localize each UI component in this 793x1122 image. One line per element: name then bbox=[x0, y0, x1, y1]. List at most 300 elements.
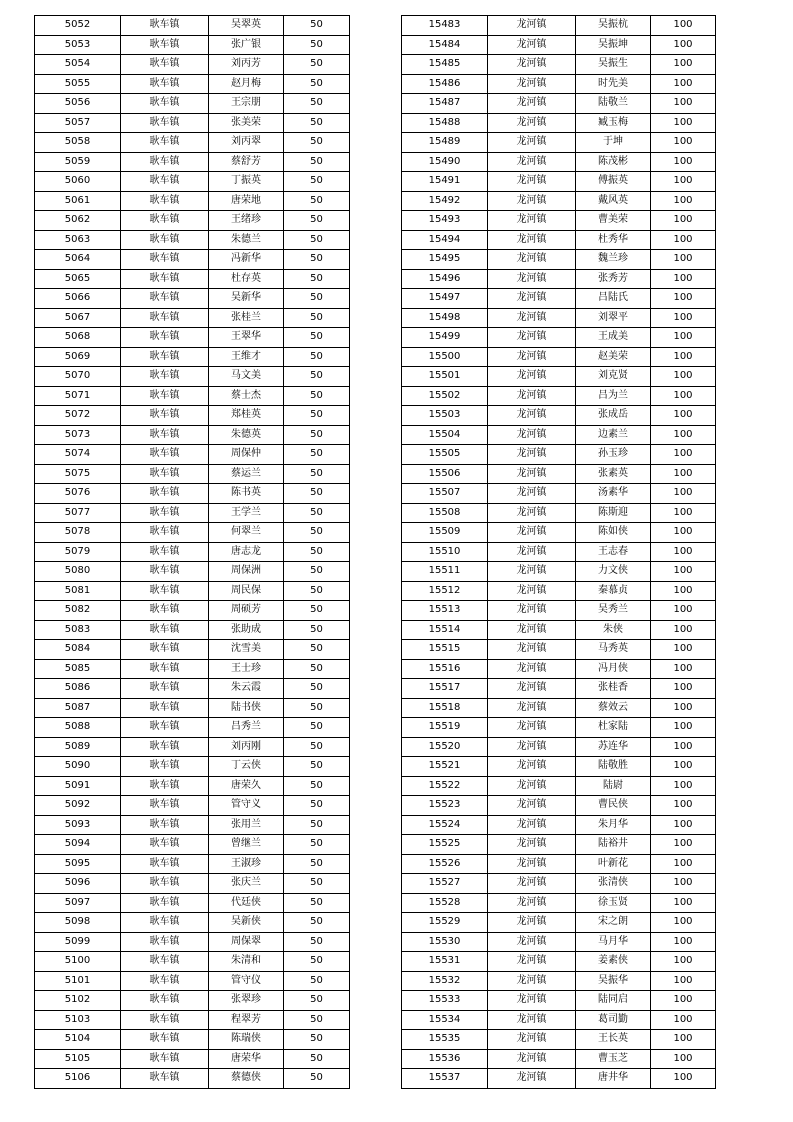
amount-cell: 50 bbox=[284, 94, 350, 114]
amount-cell: 100 bbox=[651, 55, 716, 75]
table-row bbox=[35, 406, 350, 426]
table-row bbox=[35, 542, 350, 562]
name-cell: 张素英 bbox=[576, 464, 651, 484]
amount-cell: 50 bbox=[284, 152, 350, 172]
name-cell: 张用兰 bbox=[209, 815, 284, 835]
name-cell: 张庆兰 bbox=[209, 874, 284, 894]
table-row bbox=[402, 172, 716, 192]
name-cell: 曾继兰 bbox=[209, 835, 284, 855]
amount-cell: 50 bbox=[284, 737, 350, 757]
name-cell: 周保仲 bbox=[209, 445, 284, 465]
amount-cell: 100 bbox=[651, 484, 716, 504]
town-cell: 龙河镇 bbox=[488, 347, 576, 367]
town-cell: 耿车镇 bbox=[121, 932, 209, 952]
town-cell: 龙河镇 bbox=[488, 289, 576, 309]
town-cell: 龙河镇 bbox=[488, 55, 576, 75]
row-number-cell: 5082 bbox=[35, 601, 121, 621]
amount-cell: 100 bbox=[651, 835, 716, 855]
row-number-cell: 5077 bbox=[35, 503, 121, 523]
town-cell: 耿车镇 bbox=[121, 620, 209, 640]
name-cell: 吕为兰 bbox=[576, 386, 651, 406]
town-cell: 龙河镇 bbox=[488, 893, 576, 913]
table-row bbox=[402, 913, 716, 933]
table-row bbox=[402, 113, 716, 133]
table-row bbox=[402, 328, 716, 348]
name-cell: 杜存英 bbox=[209, 269, 284, 289]
town-cell: 龙河镇 bbox=[488, 133, 576, 153]
name-cell: 张成岳 bbox=[576, 406, 651, 426]
amount-cell: 50 bbox=[284, 367, 350, 387]
row-number-cell: 15496 bbox=[402, 269, 488, 289]
amount-cell: 50 bbox=[284, 835, 350, 855]
name-cell: 杜家陆 bbox=[576, 718, 651, 738]
table-row bbox=[402, 152, 716, 172]
name-cell: 吴振华 bbox=[576, 971, 651, 991]
town-cell: 龙河镇 bbox=[488, 211, 576, 231]
town-cell: 龙河镇 bbox=[488, 1030, 576, 1050]
table-row bbox=[402, 133, 716, 153]
name-cell: 陆裕井 bbox=[576, 835, 651, 855]
table-row bbox=[402, 562, 716, 582]
town-cell: 耿车镇 bbox=[121, 815, 209, 835]
name-cell: 管守仪 bbox=[209, 971, 284, 991]
table-row bbox=[402, 835, 716, 855]
amount-cell: 50 bbox=[284, 386, 350, 406]
name-cell: 秦慕贞 bbox=[576, 581, 651, 601]
name-cell: 冯月侠 bbox=[576, 659, 651, 679]
amount-cell: 50 bbox=[284, 172, 350, 192]
row-number-cell: 5065 bbox=[35, 269, 121, 289]
name-cell: 吴振杭 bbox=[576, 16, 651, 36]
table-row bbox=[35, 172, 350, 192]
row-number-cell: 15486 bbox=[402, 74, 488, 94]
town-cell: 龙河镇 bbox=[488, 16, 576, 36]
table-row bbox=[35, 991, 350, 1011]
table-row bbox=[35, 250, 350, 270]
amount-cell: 100 bbox=[651, 854, 716, 874]
town-cell: 龙河镇 bbox=[488, 113, 576, 133]
table-row bbox=[35, 620, 350, 640]
row-number-cell: 5100 bbox=[35, 952, 121, 972]
row-number-cell: 15535 bbox=[402, 1030, 488, 1050]
amount-cell: 100 bbox=[651, 191, 716, 211]
row-number-cell: 5068 bbox=[35, 328, 121, 348]
table-row bbox=[402, 679, 716, 699]
name-cell: 力文侠 bbox=[576, 562, 651, 582]
name-cell: 马秀英 bbox=[576, 640, 651, 660]
amount-cell: 100 bbox=[651, 269, 716, 289]
row-number-cell: 5081 bbox=[35, 581, 121, 601]
row-number-cell: 15505 bbox=[402, 445, 488, 465]
town-cell: 龙河镇 bbox=[488, 835, 576, 855]
name-cell: 边素兰 bbox=[576, 425, 651, 445]
table-row bbox=[402, 55, 716, 75]
town-cell: 龙河镇 bbox=[488, 425, 576, 445]
row-number-cell: 15537 bbox=[402, 1069, 488, 1089]
table-row bbox=[35, 737, 350, 757]
table-row bbox=[402, 952, 716, 972]
amount-cell: 100 bbox=[651, 250, 716, 270]
row-number-cell: 15487 bbox=[402, 94, 488, 114]
row-number-cell: 5098 bbox=[35, 913, 121, 933]
row-number-cell: 5101 bbox=[35, 971, 121, 991]
name-cell: 马文美 bbox=[209, 367, 284, 387]
town-cell: 耿车镇 bbox=[121, 913, 209, 933]
row-number-cell: 15532 bbox=[402, 971, 488, 991]
table-row bbox=[402, 1049, 716, 1069]
amount-cell: 100 bbox=[651, 562, 716, 582]
amount-cell: 50 bbox=[284, 289, 350, 309]
town-cell: 耿车镇 bbox=[121, 737, 209, 757]
town-cell: 龙河镇 bbox=[488, 952, 576, 972]
table-row bbox=[35, 679, 350, 699]
town-cell: 龙河镇 bbox=[488, 464, 576, 484]
town-cell: 耿车镇 bbox=[121, 971, 209, 991]
row-number-cell: 15512 bbox=[402, 581, 488, 601]
name-cell: 王绪珍 bbox=[209, 211, 284, 231]
town-cell: 龙河镇 bbox=[488, 503, 576, 523]
row-number-cell: 5053 bbox=[35, 35, 121, 55]
table-row bbox=[35, 269, 350, 289]
name-cell: 张清侠 bbox=[576, 874, 651, 894]
town-cell: 龙河镇 bbox=[488, 191, 576, 211]
row-number-cell: 15511 bbox=[402, 562, 488, 582]
row-number-cell: 15488 bbox=[402, 113, 488, 133]
amount-cell: 50 bbox=[284, 1049, 350, 1069]
town-cell: 龙河镇 bbox=[488, 932, 576, 952]
name-cell: 蔡士杰 bbox=[209, 386, 284, 406]
amount-cell: 50 bbox=[284, 406, 350, 426]
table-row bbox=[402, 250, 716, 270]
name-cell: 于坤 bbox=[576, 133, 651, 153]
amount-cell: 100 bbox=[651, 152, 716, 172]
name-cell: 臧玉梅 bbox=[576, 113, 651, 133]
town-cell: 耿车镇 bbox=[121, 230, 209, 250]
town-cell: 耿车镇 bbox=[121, 1049, 209, 1069]
table-row bbox=[35, 523, 350, 543]
row-number-cell: 5097 bbox=[35, 893, 121, 913]
name-cell: 周硕芳 bbox=[209, 601, 284, 621]
name-cell: 唐荣地 bbox=[209, 191, 284, 211]
town-cell: 耿车镇 bbox=[121, 640, 209, 660]
table-row bbox=[35, 796, 350, 816]
table-row bbox=[402, 932, 716, 952]
row-number-cell: 15510 bbox=[402, 542, 488, 562]
table-row bbox=[402, 406, 716, 426]
row-number-cell: 5078 bbox=[35, 523, 121, 543]
town-cell: 龙河镇 bbox=[488, 1010, 576, 1030]
amount-cell: 50 bbox=[284, 581, 350, 601]
town-cell: 耿车镇 bbox=[121, 425, 209, 445]
table-row bbox=[402, 484, 716, 504]
name-cell: 朱月华 bbox=[576, 815, 651, 835]
town-cell: 耿车镇 bbox=[121, 776, 209, 796]
amount-cell: 50 bbox=[284, 796, 350, 816]
table-row bbox=[35, 308, 350, 328]
name-cell: 刘丙刚 bbox=[209, 737, 284, 757]
row-number-cell: 5105 bbox=[35, 1049, 121, 1069]
amount-cell: 50 bbox=[284, 815, 350, 835]
table-row bbox=[35, 932, 350, 952]
name-cell: 唐荣华 bbox=[209, 1049, 284, 1069]
left-table-body bbox=[35, 16, 350, 1089]
town-cell: 龙河镇 bbox=[488, 1069, 576, 1089]
name-cell: 陆敬胜 bbox=[576, 757, 651, 777]
amount-cell: 50 bbox=[284, 1010, 350, 1030]
town-cell: 龙河镇 bbox=[488, 74, 576, 94]
name-cell: 陈如侠 bbox=[576, 523, 651, 543]
amount-cell: 50 bbox=[284, 191, 350, 211]
town-cell: 龙河镇 bbox=[488, 328, 576, 348]
town-cell: 耿车镇 bbox=[121, 250, 209, 270]
row-number-cell: 15493 bbox=[402, 211, 488, 231]
name-cell: 吴新侠 bbox=[209, 913, 284, 933]
amount-cell: 50 bbox=[284, 698, 350, 718]
amount-cell: 50 bbox=[284, 503, 350, 523]
name-cell: 王翠华 bbox=[209, 328, 284, 348]
table-row bbox=[402, 464, 716, 484]
name-cell: 赵月梅 bbox=[209, 74, 284, 94]
table-row bbox=[402, 542, 716, 562]
amount-cell: 100 bbox=[651, 542, 716, 562]
row-number-cell: 15536 bbox=[402, 1049, 488, 1069]
table-row bbox=[402, 35, 716, 55]
name-cell: 吴新华 bbox=[209, 289, 284, 309]
table-row bbox=[35, 230, 350, 250]
table-row bbox=[402, 347, 716, 367]
town-cell: 耿车镇 bbox=[121, 94, 209, 114]
table-row bbox=[35, 893, 350, 913]
table-row bbox=[402, 601, 716, 621]
amount-cell: 100 bbox=[651, 815, 716, 835]
name-cell: 吴振生 bbox=[576, 55, 651, 75]
amount-cell: 50 bbox=[284, 776, 350, 796]
town-cell: 耿车镇 bbox=[121, 659, 209, 679]
table-row bbox=[402, 16, 716, 36]
row-number-cell: 15483 bbox=[402, 16, 488, 36]
table-row bbox=[35, 191, 350, 211]
amount-cell: 100 bbox=[651, 289, 716, 309]
town-cell: 耿车镇 bbox=[121, 55, 209, 75]
amount-cell: 50 bbox=[284, 640, 350, 660]
town-cell: 龙河镇 bbox=[488, 971, 576, 991]
name-cell: 管守义 bbox=[209, 796, 284, 816]
amount-cell: 50 bbox=[284, 932, 350, 952]
row-number-cell: 15485 bbox=[402, 55, 488, 75]
town-cell: 龙河镇 bbox=[488, 562, 576, 582]
row-number-cell: 15506 bbox=[402, 464, 488, 484]
amount-cell: 100 bbox=[651, 698, 716, 718]
name-cell: 葛司勤 bbox=[576, 1010, 651, 1030]
table-row bbox=[402, 815, 716, 835]
row-number-cell: 15498 bbox=[402, 308, 488, 328]
town-cell: 耿车镇 bbox=[121, 601, 209, 621]
name-cell: 傅振英 bbox=[576, 172, 651, 192]
name-cell: 周保翠 bbox=[209, 932, 284, 952]
town-cell: 耿车镇 bbox=[121, 1030, 209, 1050]
table-row bbox=[35, 503, 350, 523]
row-number-cell: 15490 bbox=[402, 152, 488, 172]
town-cell: 耿车镇 bbox=[121, 289, 209, 309]
row-number-cell: 15499 bbox=[402, 328, 488, 348]
town-cell: 耿车镇 bbox=[121, 35, 209, 55]
town-cell: 耿车镇 bbox=[121, 269, 209, 289]
name-cell: 丁振英 bbox=[209, 172, 284, 192]
name-cell: 冯新华 bbox=[209, 250, 284, 270]
table-row bbox=[402, 191, 716, 211]
table-row bbox=[402, 1030, 716, 1050]
table-row bbox=[402, 776, 716, 796]
row-number-cell: 5073 bbox=[35, 425, 121, 445]
name-cell: 王志春 bbox=[576, 542, 651, 562]
town-cell: 耿车镇 bbox=[121, 308, 209, 328]
row-number-cell: 15530 bbox=[402, 932, 488, 952]
row-number-cell: 5096 bbox=[35, 874, 121, 894]
name-cell: 戴风英 bbox=[576, 191, 651, 211]
row-number-cell: 5061 bbox=[35, 191, 121, 211]
name-cell: 刘翠平 bbox=[576, 308, 651, 328]
name-cell: 程翠芳 bbox=[209, 1010, 284, 1030]
name-cell: 蔡运兰 bbox=[209, 464, 284, 484]
amount-cell: 100 bbox=[651, 1049, 716, 1069]
table-row bbox=[402, 698, 716, 718]
town-cell: 龙河镇 bbox=[488, 386, 576, 406]
row-number-cell: 5088 bbox=[35, 718, 121, 738]
name-cell: 丁云侠 bbox=[209, 757, 284, 777]
table-row bbox=[402, 581, 716, 601]
town-cell: 耿车镇 bbox=[121, 991, 209, 1011]
town-cell: 耿车镇 bbox=[121, 718, 209, 738]
town-cell: 耿车镇 bbox=[121, 406, 209, 426]
name-cell: 朱清和 bbox=[209, 952, 284, 972]
name-cell: 魏兰珍 bbox=[576, 250, 651, 270]
town-cell: 龙河镇 bbox=[488, 737, 576, 757]
name-cell: 陈茂彬 bbox=[576, 152, 651, 172]
town-cell: 龙河镇 bbox=[488, 815, 576, 835]
name-cell: 宋之朗 bbox=[576, 913, 651, 933]
table-row bbox=[402, 211, 716, 231]
row-number-cell: 5069 bbox=[35, 347, 121, 367]
name-cell: 王宗朋 bbox=[209, 94, 284, 114]
name-cell: 张美荣 bbox=[209, 113, 284, 133]
name-cell: 杜秀华 bbox=[576, 230, 651, 250]
amount-cell: 50 bbox=[284, 1030, 350, 1050]
name-cell: 朱云霞 bbox=[209, 679, 284, 699]
amount-cell: 50 bbox=[284, 659, 350, 679]
table-row bbox=[402, 971, 716, 991]
name-cell: 时先美 bbox=[576, 74, 651, 94]
table-row bbox=[35, 152, 350, 172]
table-row bbox=[35, 1049, 350, 1069]
amount-cell: 50 bbox=[284, 971, 350, 991]
town-cell: 耿车镇 bbox=[121, 698, 209, 718]
name-cell: 唐志龙 bbox=[209, 542, 284, 562]
name-cell: 王士珍 bbox=[209, 659, 284, 679]
amount-cell: 100 bbox=[651, 406, 716, 426]
name-cell: 吴翠英 bbox=[209, 16, 284, 36]
town-cell: 龙河镇 bbox=[488, 406, 576, 426]
row-number-cell: 15534 bbox=[402, 1010, 488, 1030]
amount-cell: 100 bbox=[651, 172, 716, 192]
town-cell: 龙河镇 bbox=[488, 913, 576, 933]
row-number-cell: 5085 bbox=[35, 659, 121, 679]
amount-cell: 100 bbox=[651, 386, 716, 406]
amount-cell: 100 bbox=[651, 1010, 716, 1030]
name-cell: 沈雪美 bbox=[209, 640, 284, 660]
name-cell: 陆书侠 bbox=[209, 698, 284, 718]
row-number-cell: 5067 bbox=[35, 308, 121, 328]
row-number-cell: 15501 bbox=[402, 367, 488, 387]
town-cell: 耿车镇 bbox=[121, 347, 209, 367]
table-row bbox=[35, 211, 350, 231]
amount-cell: 50 bbox=[284, 113, 350, 133]
row-number-cell: 5066 bbox=[35, 289, 121, 309]
table-row bbox=[35, 445, 350, 465]
amount-cell: 50 bbox=[284, 562, 350, 582]
name-cell: 吴秀兰 bbox=[576, 601, 651, 621]
table-row bbox=[35, 367, 350, 387]
town-cell: 龙河镇 bbox=[488, 542, 576, 562]
name-cell: 王长英 bbox=[576, 1030, 651, 1050]
table-row bbox=[402, 718, 716, 738]
town-cell: 耿车镇 bbox=[121, 191, 209, 211]
row-number-cell: 15509 bbox=[402, 523, 488, 543]
row-number-cell: 5079 bbox=[35, 542, 121, 562]
amount-cell: 50 bbox=[284, 230, 350, 250]
name-cell: 周民保 bbox=[209, 581, 284, 601]
row-number-cell: 15502 bbox=[402, 386, 488, 406]
left-table bbox=[34, 15, 350, 1089]
amount-cell: 50 bbox=[284, 464, 350, 484]
name-cell: 孙玉珍 bbox=[576, 445, 651, 465]
amount-cell: 100 bbox=[651, 308, 716, 328]
name-cell: 王维才 bbox=[209, 347, 284, 367]
table-row bbox=[402, 1010, 716, 1030]
row-number-cell: 5072 bbox=[35, 406, 121, 426]
amount-cell: 100 bbox=[651, 913, 716, 933]
name-cell: 代廷侠 bbox=[209, 893, 284, 913]
name-cell: 吕秀兰 bbox=[209, 718, 284, 738]
table-row bbox=[402, 94, 716, 114]
amount-cell: 50 bbox=[284, 484, 350, 504]
row-number-cell: 15495 bbox=[402, 250, 488, 270]
amount-cell: 100 bbox=[651, 445, 716, 465]
town-cell: 耿车镇 bbox=[121, 172, 209, 192]
town-cell: 龙河镇 bbox=[488, 991, 576, 1011]
town-cell: 耿车镇 bbox=[121, 133, 209, 153]
town-cell: 龙河镇 bbox=[488, 484, 576, 504]
amount-cell: 50 bbox=[284, 952, 350, 972]
row-number-cell: 15525 bbox=[402, 835, 488, 855]
amount-cell: 100 bbox=[651, 796, 716, 816]
amount-cell: 50 bbox=[284, 893, 350, 913]
town-cell: 龙河镇 bbox=[488, 718, 576, 738]
name-cell: 叶新花 bbox=[576, 854, 651, 874]
amount-cell: 50 bbox=[284, 679, 350, 699]
table-row bbox=[35, 74, 350, 94]
table-row bbox=[402, 757, 716, 777]
name-cell: 陈书英 bbox=[209, 484, 284, 504]
town-cell: 耿车镇 bbox=[121, 757, 209, 777]
table-row bbox=[35, 16, 350, 36]
amount-cell: 100 bbox=[651, 523, 716, 543]
amount-cell: 100 bbox=[651, 659, 716, 679]
table-row bbox=[35, 854, 350, 874]
town-cell: 耿车镇 bbox=[121, 503, 209, 523]
table-row bbox=[402, 874, 716, 894]
amount-cell: 100 bbox=[651, 113, 716, 133]
row-number-cell: 15489 bbox=[402, 133, 488, 153]
